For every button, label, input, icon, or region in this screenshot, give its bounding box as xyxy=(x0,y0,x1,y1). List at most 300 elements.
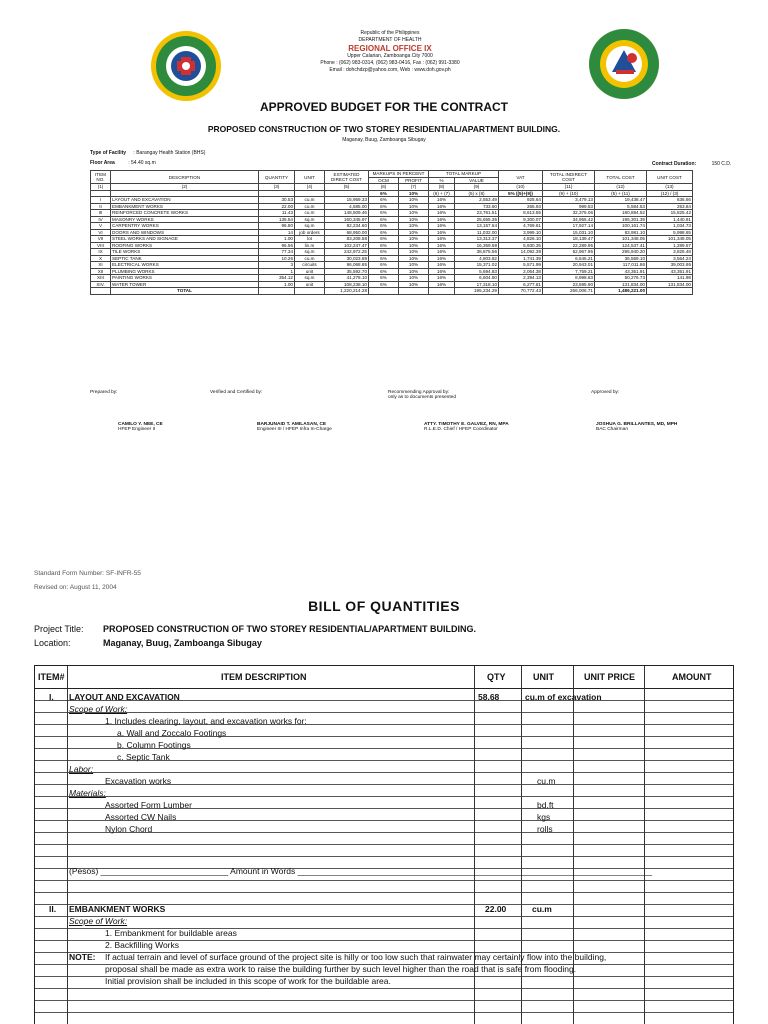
budget-cell: sq.m xyxy=(295,223,325,230)
facility-type xyxy=(90,150,205,156)
budget-cell: 41,278.10 xyxy=(325,275,369,282)
budget-cell: 2,064.38 xyxy=(499,268,543,275)
budget-header-row xyxy=(91,171,693,178)
signatory-name: JOSHUA G. BRILLANTES, MD, MPH xyxy=(596,422,678,427)
item-number: II. xyxy=(49,904,57,914)
budget-cell: PLUMBING WORKS xyxy=(111,268,259,275)
hdr-quantity: QUANTITY xyxy=(259,171,295,184)
amount-in-words: (Pesos) ___________________________ Amount in Words ___________________________________________________________________________ xyxy=(69,866,653,876)
budget-cell: 17,318.10 xyxy=(455,281,499,288)
signatory-recommending xyxy=(424,422,509,432)
total-empty xyxy=(399,288,429,295)
total-empty xyxy=(91,288,111,295)
budget-cell: STEEL WORKS AND SIGNAGE xyxy=(111,236,259,243)
budget-cell: 6% xyxy=(369,203,399,210)
budget-cell: 43,351.91 xyxy=(647,268,693,275)
total-vat: 70,772.43 xyxy=(499,288,543,295)
budget-cell: 16% xyxy=(429,203,455,210)
budget-cell: cu.m xyxy=(295,203,325,210)
budget-cell: 10% xyxy=(399,203,429,210)
material-line: Assorted Form Lumber xyxy=(105,800,192,810)
budget-cell: 16% xyxy=(429,229,455,236)
total-empty xyxy=(429,288,455,295)
budget-cell: 131,834.00 xyxy=(647,281,693,288)
budget-cell: 160,345.97 xyxy=(325,216,369,223)
num-cell: (7) xyxy=(399,184,429,191)
budget-cell: unit xyxy=(295,281,325,288)
abc-location: Maganay, Buug, Zamboanga Sibugay xyxy=(342,137,426,143)
material-line: Nylon Chord xyxy=(105,824,153,834)
col-qty-header: QTY xyxy=(487,672,506,682)
budget-cell: 141.98 xyxy=(647,275,693,282)
doh-republic-seal-icon xyxy=(150,30,222,102)
hdr-unit: UNIT xyxy=(295,171,325,184)
budget-cell: 1,289.57 xyxy=(647,242,693,249)
budget-cell: 34,955.42 xyxy=(543,216,595,223)
abc-project-title: PROPOSED CONSTRUCTION OF TWO STOREY RESIDENTIAL/APARTMENT BUILDING. xyxy=(207,124,561,134)
duration-label: Contract Duration: xyxy=(652,161,697,167)
budget-cell: 5,571.99 xyxy=(499,262,543,269)
budget-cell: PAINTING WORKS xyxy=(111,275,259,282)
budget-cell: 11,032.00 xyxy=(455,229,499,236)
letterhead xyxy=(260,30,520,74)
budget-cell: sq.m xyxy=(295,275,325,282)
budget-cell: 4,826.10 xyxy=(499,236,543,243)
budget-cell: 16% xyxy=(429,255,455,262)
signatory-name: ATTY. TIMOTHY E. GALVEZ, RN, MPA xyxy=(424,422,509,427)
num-cell: (4) xyxy=(295,184,325,191)
budget-cell: cu.m xyxy=(295,255,325,262)
num-cell: (3) xyxy=(259,184,295,191)
hdr-markups: MARKUPS IN PERCENT xyxy=(369,171,429,178)
verified-by-label: Verified and Certified by: xyxy=(210,390,263,395)
scope-line: b. Column Footings xyxy=(117,740,191,750)
budget-cell: 253.84 xyxy=(647,203,693,210)
col-divider xyxy=(644,666,645,1024)
col-divider xyxy=(67,666,68,1024)
budget-cell: 13,157.54 xyxy=(455,223,499,230)
hdr-value: VALUE xyxy=(455,177,499,184)
hdr-description: DESCRIPTION xyxy=(111,171,259,184)
budget-cell: 39,003.95 xyxy=(647,262,693,269)
budget-cell: 135.54 xyxy=(259,216,295,223)
budget-cell: 6% xyxy=(369,242,399,249)
abc-title: APPROVED BUDGET FOR THE CONTRACT xyxy=(259,100,508,114)
material-line: Assorted CW Nails xyxy=(105,812,177,822)
budget-cell: X xyxy=(91,255,111,262)
num-cell: (10) xyxy=(499,184,543,191)
scope-line: a. Wall and Zoccalo Footings xyxy=(117,728,227,738)
budget-cell: IX xyxy=(91,249,111,256)
boq-row-line xyxy=(35,916,734,917)
budget-cell: 16% xyxy=(429,242,455,249)
budget-cell: lot xyxy=(295,236,325,243)
total-label: TOTAL xyxy=(111,288,259,295)
budget-cell: 16% xyxy=(429,275,455,282)
budget-cell: 14 xyxy=(259,229,295,236)
note-line: proposal shall be made as extra work to raise the building further by such level higher than the road that is safe from flooding. xyxy=(105,964,577,974)
signatory-approved xyxy=(596,422,677,432)
budget-cell: XI xyxy=(91,262,111,269)
budget-cell: 6% xyxy=(369,197,399,204)
revised-date: Revised on: August 11, 2004 xyxy=(34,584,117,591)
total-value: 195,234.29 xyxy=(455,288,499,295)
hdr-vat: VAT xyxy=(499,171,543,184)
budget-cell: 16% xyxy=(429,210,455,217)
regional-office-seal-icon xyxy=(588,28,660,100)
budget-cell: cu.m xyxy=(295,197,325,204)
scope-label: Scope of Work: xyxy=(69,704,128,714)
hdr-unit-cost: UNIT COST xyxy=(647,171,693,184)
budget-cell: 36,569.10 xyxy=(595,255,647,262)
signatory-title: Engineer III / HFEP Infra In-Charge xyxy=(257,427,332,432)
budget-cell: 1,440.91 xyxy=(647,216,693,223)
budget-cell: 32,375.06 xyxy=(543,210,595,217)
budget-cell: 6% xyxy=(369,216,399,223)
item-qty: 58.68 xyxy=(478,692,500,702)
budget-cell: 5,694.83 xyxy=(455,268,499,275)
num-cell: (2) xyxy=(111,184,259,191)
budget-cell: cu.m xyxy=(295,210,325,217)
boq-row-line xyxy=(35,892,734,893)
budget-cell: 2,553.49 xyxy=(455,197,499,204)
labor-line: Excavation works xyxy=(105,776,172,786)
budget-cell: 131,834.00 xyxy=(595,281,647,288)
budget-cell: 1,741.39 xyxy=(499,255,543,262)
boq-row-line xyxy=(35,772,734,773)
budget-cell: 295,940.20 xyxy=(595,249,647,256)
form-number: Standard Form Number: SF-INFR-55 xyxy=(34,570,141,577)
budget-cell: 10% xyxy=(399,229,429,236)
budget-cell: 14,092.39 xyxy=(499,249,543,256)
budget-cell: 10% xyxy=(399,249,429,256)
budget-cell: 16% xyxy=(429,236,455,243)
budget-cell: 52,967.95 xyxy=(543,249,595,256)
budget-table xyxy=(90,170,693,295)
labor-label: Labor: xyxy=(69,764,94,774)
budget-cell: 15,959.33 xyxy=(325,197,369,204)
budget-cell: 22.00 xyxy=(259,203,295,210)
budget-cell: 82,234.60 xyxy=(325,223,369,230)
facility-label: Type of Facility xyxy=(90,150,127,156)
budget-cell: 22,289.95 xyxy=(543,242,595,249)
total-empty xyxy=(295,288,325,295)
num-cell: (1) xyxy=(91,184,111,191)
total-empty xyxy=(259,288,295,295)
budget-cell: sq.m xyxy=(295,249,325,256)
hdr-item-no: ITEM NO. xyxy=(91,171,111,184)
budget-cell: 6,604.50 xyxy=(455,275,499,282)
regional-office-name: REGIONAL OFFICE IX xyxy=(348,44,432,53)
num-cell: (5) xyxy=(325,184,369,191)
scope-line: 1. Embankment for buildable areas xyxy=(105,928,237,938)
budget-cell: SEPTIC TANK xyxy=(111,255,259,262)
signatory-title: R.L.E.D. Chief / HFEP Coordinator xyxy=(424,427,498,432)
col-price-header: UNIT PRICE xyxy=(584,672,636,682)
letterhead-address: Upper Calarian, Zamboanga City 7000 xyxy=(347,53,433,59)
budget-cell: 6% xyxy=(369,236,399,243)
boq-row-line xyxy=(35,1000,734,1001)
budget-cell: 16% xyxy=(429,216,455,223)
budget-cell: 25,655.35 xyxy=(455,216,499,223)
item-qty: 22.00 xyxy=(485,904,507,914)
scope-label: Scope of Work: xyxy=(69,916,128,926)
boq-page xyxy=(0,560,768,1024)
budget-cell: 10% xyxy=(399,210,429,217)
budget-cell: 13,313.37 xyxy=(455,236,499,243)
budget-cell: 10% xyxy=(399,281,429,288)
budget-cell: 16% xyxy=(429,281,455,288)
budget-cell: 6,545.21 xyxy=(543,255,595,262)
budget-cell: 108,238.10 xyxy=(325,281,369,288)
budget-cell: XIV. xyxy=(91,281,111,288)
budget-cell: 10% xyxy=(399,262,429,269)
note-line: Initial provision shall be included in this scope of work for the buildable area. xyxy=(105,976,391,986)
budget-cell: 4,769.61 xyxy=(499,223,543,230)
signatory-prepared xyxy=(118,422,163,432)
budget-cell: LAYOUT AND EXCAVATION xyxy=(111,197,259,204)
budget-cell: 101,348.05 xyxy=(647,236,693,243)
budget-cell: 83,981.10 xyxy=(595,229,647,236)
total-cost: 1,486,221.00 xyxy=(595,288,647,295)
formula-cell: (6) + (7) xyxy=(429,190,455,197)
materials-label: Materials: xyxy=(69,788,106,798)
budget-cell: V xyxy=(91,223,111,230)
hdr-total-cost: TOTAL COST xyxy=(595,171,647,184)
num-cell: (11) xyxy=(543,184,595,191)
budget-cell: 10% xyxy=(399,216,429,223)
budget-cell: lin.m xyxy=(295,242,325,249)
approved-by-label: Approved by: xyxy=(591,390,620,395)
scope-line: 1. Includes clearing, layout, and excavation works for: xyxy=(105,716,307,726)
formula-cell: 6% xyxy=(369,190,399,197)
hdr-tic: TOTAL INDIRECT COST xyxy=(543,171,595,184)
signatory-verified xyxy=(257,422,332,432)
num-cell: (13) xyxy=(647,184,693,191)
formula-cell: (5) x (8) xyxy=(455,190,499,197)
budget-cell: 1 xyxy=(259,268,295,275)
num-cell: (8) xyxy=(429,184,455,191)
budget-cell: 354.12 xyxy=(259,275,295,282)
col-item-header: ITEM# xyxy=(38,672,65,682)
item-unit: cu.m xyxy=(532,904,552,914)
floor-value: : 54.40 sq.m xyxy=(128,160,156,166)
project-title-label: Project Title: xyxy=(34,624,84,634)
letterhead-email: Email : dohchdzp@yahoo.com, Web : www.doh.gov.ph xyxy=(329,67,451,73)
budget-cell: 83,208.58 xyxy=(325,236,369,243)
hdr-pct: % xyxy=(429,177,455,184)
num-cell: (9) xyxy=(455,184,499,191)
budget-cell: 265.93 xyxy=(499,203,543,210)
total-empty xyxy=(647,288,693,295)
budget-cell: 636.66 xyxy=(647,197,693,204)
budget-cell: 6% xyxy=(369,249,399,256)
budget-cell: III xyxy=(91,210,111,217)
budget-cell: IV xyxy=(91,216,111,223)
budget-cell: WATER TOWER xyxy=(111,281,259,288)
num-cell: (6) xyxy=(369,184,399,191)
location-label: Location: xyxy=(34,638,71,648)
budget-cell: 50,276.73 xyxy=(595,275,647,282)
budget-cell: 6,277.81 xyxy=(499,281,543,288)
budget-cell: 10% xyxy=(399,268,429,275)
abc-page xyxy=(0,0,768,470)
prepared-by-label: Prepared by: xyxy=(90,390,118,395)
budget-cell: 3,564.24 xyxy=(647,255,693,262)
budget-cell: EMBANKMENT WORKS xyxy=(111,203,259,210)
formula-cell: (5) + (11) xyxy=(595,190,647,197)
letterhead-phone: Phone : (062) 983-0314, (062) 983-0416, Fax : (062) 991-3380 xyxy=(320,60,460,66)
budget-cell: 15,825.42 xyxy=(647,210,693,217)
budget-cell: 10% xyxy=(399,197,429,204)
budget-cell: 20,943.01 xyxy=(543,262,595,269)
budget-cell: 43,351.91 xyxy=(595,268,647,275)
boq-row-line xyxy=(35,1012,734,1013)
budget-cell: 15,031.10 xyxy=(543,229,595,236)
budget-cell: 16% xyxy=(429,262,455,269)
budget-cell: 6% xyxy=(369,268,399,275)
budget-cell: 96.80 xyxy=(259,223,295,230)
budget-cell: 16% xyxy=(429,249,455,256)
budget-cell: 23,595.90 xyxy=(543,281,595,288)
floor-label: Floor Area xyxy=(90,160,115,166)
budget-cell: 18,139.47 xyxy=(543,236,595,243)
budget-cell: 11.43 xyxy=(259,210,295,217)
item-number: I. xyxy=(49,692,54,702)
budget-cell: 10% xyxy=(399,275,429,282)
budget-cell: 6% xyxy=(369,281,399,288)
contract-duration xyxy=(652,161,731,167)
boq-row-line xyxy=(35,796,734,797)
budget-cell: 9,300.07 xyxy=(499,216,543,223)
budget-cell: 195,301.39 xyxy=(595,216,647,223)
budget-cell: 5,930.35 xyxy=(499,242,543,249)
budget-cell: 148,509.46 xyxy=(325,210,369,217)
budget-cell: 30,023.89 xyxy=(325,255,369,262)
budget-cell: XIII xyxy=(91,275,111,282)
budget-cell: 1.00 xyxy=(259,236,295,243)
budget-cell: 38,875.56 xyxy=(455,249,499,256)
budget-cell: 117,011.86 xyxy=(595,262,647,269)
budget-cell: 7,759.21 xyxy=(543,268,595,275)
boq-table xyxy=(34,665,734,1024)
boq-row-line xyxy=(35,688,734,689)
hdr-edc: ESTIMATED DIRECT COST xyxy=(325,171,369,184)
item-title: EMBANKMENT WORKS xyxy=(69,904,166,914)
budget-cell: ELECTRICAL WORKS xyxy=(111,262,259,269)
hdr-profit: PROFIT xyxy=(399,177,429,184)
budget-cell: DOORS AND WINDOWS xyxy=(111,229,259,236)
signatory-name: CAMILO Y. NEE, CE xyxy=(118,422,163,427)
budget-cell: 733.60 xyxy=(455,203,499,210)
total-tic: 266,006.71 xyxy=(543,288,595,295)
budget-cell: 2,394.13 xyxy=(499,275,543,282)
budget-cell: 124,537.41 xyxy=(595,242,647,249)
budget-cell: 180,884.52 xyxy=(595,210,647,217)
budget-cell: VII xyxy=(91,236,111,243)
budget-cell: 3 xyxy=(259,262,295,269)
budget-cell: XII xyxy=(91,268,111,275)
labor-unit: cu.m xyxy=(537,776,556,786)
budget-cell: 242,972.25 xyxy=(325,249,369,256)
budget-cell: VI xyxy=(91,229,111,236)
budget-cell: MASONRY WORKS xyxy=(111,216,259,223)
budget-cell: 8,998.63 xyxy=(543,275,595,282)
item-unit: cu.m of excavation xyxy=(525,692,602,702)
recommending-label xyxy=(388,390,456,400)
facility-value: : Barangay Health Station (BHS) xyxy=(133,150,206,156)
budget-cell: 35,592.70 xyxy=(325,268,369,275)
formula-cell: (9) + (10) xyxy=(543,190,595,197)
signatory-title: BAC Chairman xyxy=(596,427,628,432)
budget-cell: 6% xyxy=(369,255,399,262)
boq-row-line xyxy=(35,844,734,845)
budget-cell: 30.53 xyxy=(259,197,295,204)
budget-cell: 6% xyxy=(369,223,399,230)
budget-cell: 3,479.13 xyxy=(543,197,595,204)
budget-cell: sq.m xyxy=(295,216,325,223)
budget-cell: 10% xyxy=(399,223,429,230)
col-desc-header: ITEM DESCRIPTION xyxy=(221,672,307,682)
budget-cell: 5,584.53 xyxy=(595,203,647,210)
total-edc: 1,220,214.28 xyxy=(325,288,369,295)
boq-row-line xyxy=(35,712,734,713)
budget-cell: job orders xyxy=(295,229,325,236)
recommending-text: Recommending Approval by: xyxy=(388,390,450,395)
location-value: Maganay, Buug, Zamboanga Sibugay xyxy=(103,638,262,648)
boq-row-line xyxy=(35,880,734,881)
scope-line: c. Septic Tank xyxy=(117,752,170,762)
budget-cell: TILE WORKS xyxy=(111,249,259,256)
budget-body xyxy=(91,197,693,288)
hdr-ocm: OCM xyxy=(369,177,399,184)
signatory-name: BARJUNAID T. AMILASAN, CE xyxy=(257,422,327,427)
floor-area xyxy=(90,160,156,166)
boq-title: BILL OF QUANTITIES xyxy=(308,598,460,614)
budget-cell: 1,034.73 xyxy=(647,223,693,230)
budget-cell: 10% xyxy=(399,255,429,262)
budget-cell: 96.56 xyxy=(259,242,295,249)
num-cell: (12) xyxy=(595,184,647,191)
budget-cell: ROOFING WORKS xyxy=(111,242,259,249)
letterhead-line2: DEPARTMENT OF HEALTH xyxy=(358,37,422,43)
budget-cell: 16% xyxy=(429,197,455,204)
budget-cell: REINFORCED CONCRETE WORKS xyxy=(111,210,259,217)
budget-cell: 999.53 xyxy=(543,203,595,210)
budget-cell: II xyxy=(91,203,111,210)
budget-cell: 3,999.10 xyxy=(499,229,543,236)
budget-cell: 6% xyxy=(369,229,399,236)
budget-cell: 5,998.65 xyxy=(647,229,693,236)
letterhead-line1: Republic of the Philippines xyxy=(360,30,420,36)
formula-cell: 10% xyxy=(399,190,429,197)
budget-total-row xyxy=(91,288,693,295)
budget-cell: 19,438.47 xyxy=(595,197,647,204)
scope-line: 2. Backfilling Works xyxy=(105,940,180,950)
budget-cell: 6% xyxy=(369,275,399,282)
boq-row-line xyxy=(35,988,734,989)
col-unit-header: UNIT xyxy=(533,672,554,682)
budget-cell: unit xyxy=(295,268,325,275)
item-title: LAYOUT AND EXCAVATION xyxy=(69,692,180,702)
budget-cell: 23,761.51 xyxy=(455,210,499,217)
budget-cell: circuits xyxy=(295,262,325,269)
budget-cell: 10.26 xyxy=(259,255,295,262)
budget-cell: 77.34 xyxy=(259,249,295,256)
budget-cell: CARPENTRY WORKS xyxy=(111,223,259,230)
material-unit: bd.ft xyxy=(537,800,554,810)
duration-value: 150 C.D. xyxy=(711,161,732,167)
